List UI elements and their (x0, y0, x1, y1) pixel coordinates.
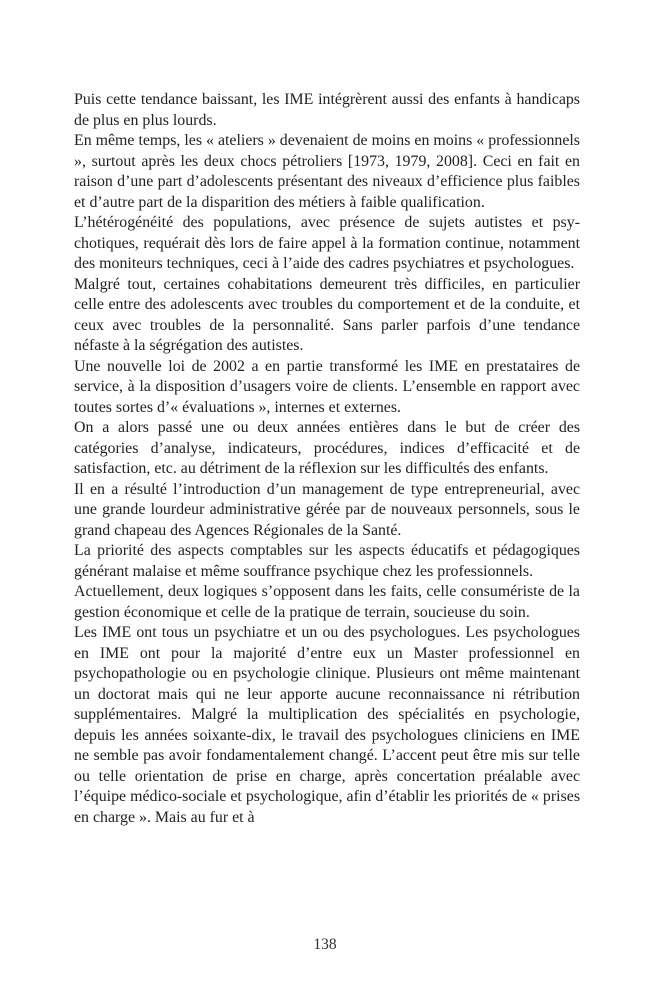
paragraph: Puis cette tendance baissant, les IME intégrèrent aussi des enfants à handicaps de plus en plus lourds. (74, 91, 580, 129)
body-text (74, 90, 580, 828)
page-number: 138 (313, 936, 337, 953)
paragraph: On a alors passé une ou deux années entières dans le but de créer des catégories d’analyse, indicateurs, procédures, indices d’efficacité et de satisfaction, etc. au détriment de la réflexion sur les difficultés des enfants. (74, 419, 580, 477)
paragraph: En même temps, les « ateliers » devenaient de moins en moins « professionnels », surtout après les deux chocs pétroliers [1973, 1979, 2008]. Ceci en fait en raison d’une part d’adolescents présentant des niveaux d’efficience plus faibles et d’autre part de la disparition des métiers à faible qualification. (74, 132, 580, 211)
paragraph: La priorité des aspects comptables sur les aspects éducatifs et pédagogiques générant malaise et même souffrance psychique chez les professionnels. (74, 542, 580, 580)
paragraph: Les IME ont tous un psychiatre et un ou des psychologues. Les psychologues en IME ont pour la majorité d’entre eux un Master professionnel en psychopathologie ou en psychologie clinique. Plusieurs ont même maintenant un doctorat mais qui ne leur apporte aucune reconnaissance ni rétribution supplémentaires. Malgré la multiplication des spécialités en psychologie, depuis les années soixante-dix, le travail des psychologues cliniciens en IME ne semble pas avoir fondamentalement changé. L’accent peut être mis sur telle ou telle orientation de prise en charge, après concertation préalable avec l’équipe médico-sociale et psychologique, afin d’établir les priorités de « prises en charge ». Mais au fur et à (74, 624, 580, 826)
paragraph: L’hétérogénéité des populations, avec présence de sujets autistes et psychotiques, requérait dès lors de faire appel à la formation continue, notamment des moniteurs techniques, ceci à l’aide des cadres psychiatres et psychologues. (74, 214, 580, 272)
paragraph: Malgré tout, certaines cohabitations demeurent très difficiles, en particulier celle entre des adolescents avec troubles du comportement et de la conduite, et ceux avec troubles de la personnalité. Sans parler parfois d’une tendance néfaste à la ségrégation des autistes. (74, 275, 580, 354)
paragraph: Actuellement, deux logiques s’opposent dans les faits, celle consumériste de la gestion économique et celle de la pratique de terrain, soucieuse du soin. (74, 583, 580, 621)
paragraph: Il en a résulté l’introduction d’un management de type entrepreneurial, avec une grande lourdeur administrative gérée par de nouveaux personnels, sous le grand chapeau des Agences Régionales de la Santé. (74, 480, 580, 539)
paragraph: Une nouvelle loi de 2002 a en partie transformé les IME en prestataires de service, à la disposition d’usagers voire de clients. L’ensemble en rapport avec toutes sortes d’« évaluations », internes et externes. (74, 357, 580, 416)
